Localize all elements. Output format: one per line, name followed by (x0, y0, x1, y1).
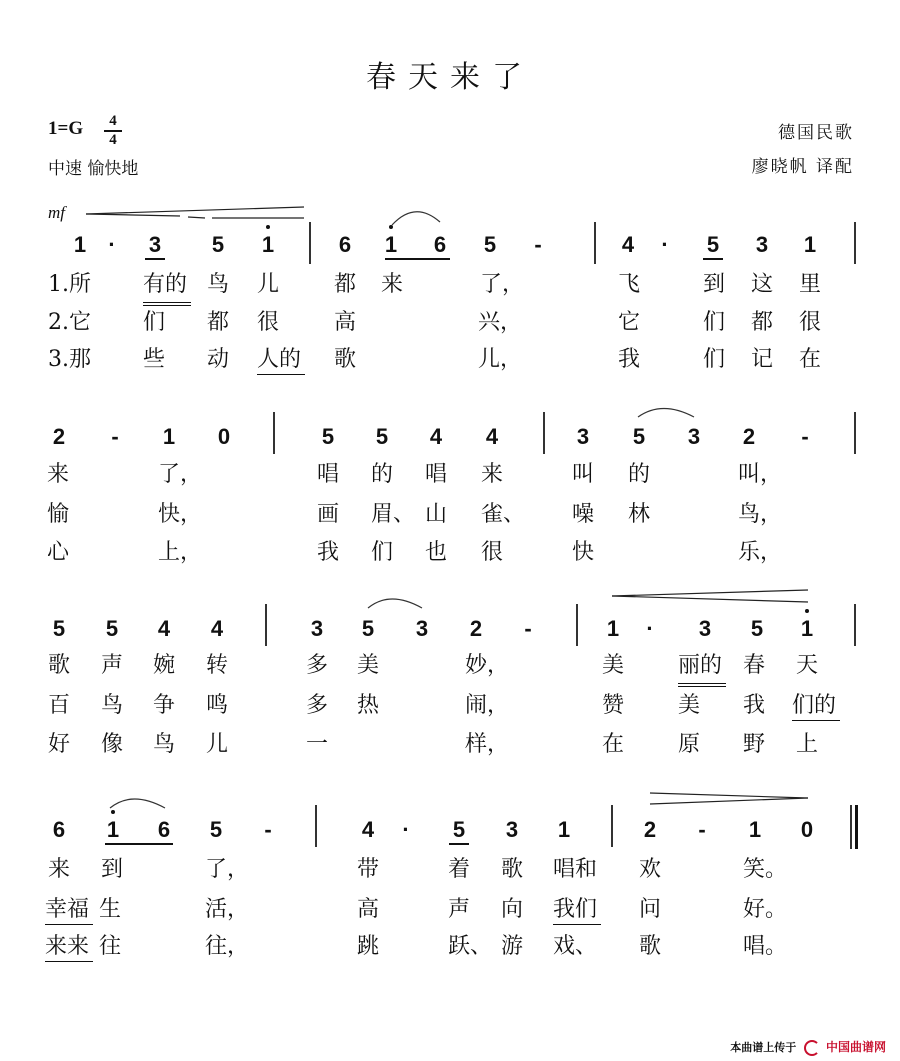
lyric: 儿 (257, 272, 280, 297)
lyric: 1.所 (48, 272, 91, 297)
note: 3 (310, 616, 324, 641)
lyric: 样， (465, 732, 510, 757)
lyric: 山 (425, 502, 448, 527)
lyric: 我们 (553, 897, 598, 922)
lyric: 往 (99, 934, 122, 959)
note: 5 (483, 232, 497, 257)
lyric: 转 (206, 653, 229, 678)
song-title: 春天来了 (366, 60, 534, 95)
note: 1 (73, 232, 87, 257)
lyric: 儿， (478, 347, 523, 372)
note: 4 (157, 616, 171, 641)
rest: 0 (800, 817, 814, 842)
tempo-marking: 中速 愉快地 (48, 159, 139, 179)
note: 6 (433, 232, 447, 257)
note: 6 (338, 232, 352, 257)
lyric: 儿 (206, 732, 229, 757)
crescendo-hairpin (86, 207, 304, 218)
lyric: 2.它 (48, 310, 91, 335)
lyric: 唱和 (553, 857, 598, 882)
lyric: 它 (618, 310, 641, 335)
note: 5 (706, 232, 720, 257)
note: 5 (211, 232, 225, 257)
lyric: 戏、 (553, 934, 598, 959)
note: 5 (321, 424, 335, 449)
lyric: 心 (47, 540, 70, 565)
lyric: 快 (572, 540, 595, 565)
dot: · (661, 232, 669, 257)
lyric: 高 (357, 897, 380, 922)
lyric: 美 (357, 653, 380, 678)
lyric: 带 (357, 857, 380, 882)
lyric: 天 (796, 653, 819, 678)
dash: - (534, 232, 542, 257)
note: 3 (687, 424, 701, 449)
note-high: 1 (379, 232, 403, 258)
note: 2 (52, 424, 66, 449)
lyric: 人的 (257, 347, 302, 372)
time-denominator: 4 (109, 132, 117, 148)
note: 3 (576, 424, 590, 449)
lyric: 都 (334, 272, 357, 297)
lyric: 快， (158, 502, 203, 527)
dash: - (698, 817, 706, 842)
note: 5 (52, 616, 66, 641)
note: 4 (485, 424, 499, 449)
note: 1 (803, 232, 817, 257)
dynamic-mf: mf (48, 203, 65, 222)
note: 3 (755, 232, 769, 257)
lyric: 野 (743, 732, 766, 757)
note-high: 1 (256, 232, 280, 258)
dot: · (108, 232, 116, 257)
lyric: 乐， (738, 540, 783, 565)
lyric: 们 (703, 310, 726, 335)
lyric: 3.那 (48, 347, 91, 372)
lyric: 很 (481, 540, 504, 565)
lyric: 着 (448, 857, 471, 882)
note: 3 (415, 616, 429, 641)
lyric: 上 (796, 732, 819, 757)
lyric: 们 (371, 540, 394, 565)
lyric: 动 (207, 347, 230, 372)
note: 5 (632, 424, 646, 449)
lyric: 噪 (572, 502, 595, 527)
site-logo-icon (804, 1040, 820, 1056)
lyric: 们 (703, 347, 726, 372)
note: 3 (698, 616, 712, 641)
note: 3 (505, 817, 519, 842)
lyric: 来 (481, 462, 504, 487)
lyric: 好。 (743, 897, 788, 922)
lyric: 了， (158, 462, 203, 487)
lyric: 鸟 (101, 693, 124, 718)
dash: - (264, 817, 272, 842)
note: 5 (105, 616, 119, 641)
note: 6 (157, 817, 171, 842)
lyric: 在 (799, 347, 822, 372)
note: 5 (375, 424, 389, 449)
lyric: 高 (334, 310, 357, 335)
note: 4 (429, 424, 443, 449)
lyric: 丽的 (678, 653, 723, 678)
lyric: 跃、 (448, 934, 493, 959)
lyric: 闹， (465, 693, 510, 718)
note: 2 (469, 616, 483, 641)
dot: · (402, 817, 410, 842)
lyric: 美 (602, 653, 625, 678)
lyric: 都 (207, 310, 230, 335)
lyric: 很 (257, 310, 280, 335)
note: 2 (742, 424, 756, 449)
lyric: 鸟， (738, 502, 783, 527)
dash: - (524, 616, 532, 641)
note: 1 (557, 817, 571, 842)
lyric: 原 (678, 732, 701, 757)
lyric: 妙， (465, 653, 510, 678)
time-numerator: 4 (109, 113, 117, 129)
note: 4 (361, 817, 375, 842)
note: 1 (162, 424, 176, 449)
key-signature: 1=G (48, 118, 84, 139)
lyric: 鸣 (206, 693, 229, 718)
lyric: 眉、 (371, 502, 416, 527)
lyric: 里 (799, 272, 822, 297)
lyric: 婉 (153, 653, 176, 678)
lyric: 在 (602, 732, 625, 757)
lyric: 争 (153, 693, 176, 718)
lyric: 鸟 (207, 272, 230, 297)
lyric: 赞 (602, 693, 625, 718)
lyric: 歌 (639, 934, 662, 959)
lyric: 叫 (572, 462, 595, 487)
lyric: 多 (306, 693, 329, 718)
note: 5 (361, 616, 375, 641)
lyric: 的 (628, 462, 651, 487)
lyric: 到 (703, 272, 726, 297)
note-high: 1 (101, 817, 125, 843)
lyric: 上， (158, 540, 203, 565)
note: 5 (452, 817, 466, 842)
lyric: 一 (306, 732, 329, 757)
lyric: 有的 (143, 272, 188, 297)
lyric: 唱。 (743, 934, 788, 959)
lyric: 记 (751, 347, 774, 372)
lyric: 好 (48, 732, 71, 757)
lyric: 叫， (738, 462, 783, 487)
lyric: 春 (743, 653, 766, 678)
note: 1 (748, 817, 762, 842)
lyric: 到 (101, 857, 124, 882)
note: 3 (148, 232, 162, 257)
lyric: 生 (99, 897, 122, 922)
song-origin: 德国民歌 (778, 123, 854, 143)
lyric: 来 (47, 462, 70, 487)
lyric: 多 (306, 653, 329, 678)
dash: - (801, 424, 809, 449)
lyric: 问 (639, 897, 662, 922)
note: 5 (750, 616, 764, 641)
lyric: 很 (799, 310, 822, 335)
arranger-credit: 廖晓帆 译配 (751, 157, 854, 177)
lyric: 我 (618, 347, 641, 372)
lyric: 往， (205, 934, 250, 959)
lyric: 们 (143, 310, 166, 335)
note: 5 (209, 817, 223, 842)
dot: · (646, 616, 654, 641)
lyric: 来 (381, 272, 404, 297)
lyric: 美 (678, 693, 701, 718)
lyric: 像 (101, 732, 124, 757)
footer-text: 本曲谱上传于 (730, 1041, 797, 1054)
lyric: 笑。 (743, 857, 788, 882)
lyric: 声 (448, 897, 471, 922)
lyric: 了， (480, 272, 525, 297)
dash: - (111, 424, 119, 449)
lyric: 鸟 (153, 732, 176, 757)
note: 6 (52, 817, 66, 842)
lyric: 活， (205, 897, 250, 922)
lyric: 歌 (501, 857, 524, 882)
note: 4 (621, 232, 635, 257)
note-high: 1 (795, 616, 819, 642)
lyric: 的 (371, 462, 394, 487)
note: 2 (643, 817, 657, 842)
lyric: 百 (48, 693, 71, 718)
lyric: 雀、 (481, 502, 526, 527)
lyric: 欢 (639, 857, 662, 882)
lyric: 林 (628, 502, 651, 527)
lyric: 游 (501, 934, 524, 959)
note: 4 (210, 616, 224, 641)
lyric: 这 (751, 272, 774, 297)
lyric: 歌 (334, 347, 357, 372)
lyric: 兴， (478, 310, 523, 335)
lyric: 了， (205, 857, 250, 882)
lyric: 跳 (357, 934, 380, 959)
lyric: 来来 (45, 934, 90, 959)
lyric: 画 (317, 502, 340, 527)
lyric: 来 (48, 857, 71, 882)
lyric: 向 (501, 897, 524, 922)
lyric: 也 (425, 540, 448, 565)
lyric: 幸福 (45, 897, 90, 922)
lyric: 愉 (47, 502, 70, 527)
footer-credit (730, 1038, 886, 1056)
lyric: 我 (317, 540, 340, 565)
lyric: 些 (143, 347, 166, 372)
lyric: 声 (101, 653, 124, 678)
rest: 0 (217, 424, 231, 449)
site-brand-link[interactable]: 中国曲谱网 (825, 1040, 886, 1054)
lyric: 热 (357, 693, 380, 718)
lyric: 都 (751, 310, 774, 335)
lyric: 们的 (792, 693, 837, 718)
note: 1 (606, 616, 620, 641)
lyric: 飞 (618, 272, 641, 297)
lyric: 歌 (48, 653, 71, 678)
lyric: 唱 (317, 462, 340, 487)
lyric: 我 (743, 693, 766, 718)
lyric: 唱 (425, 462, 448, 487)
